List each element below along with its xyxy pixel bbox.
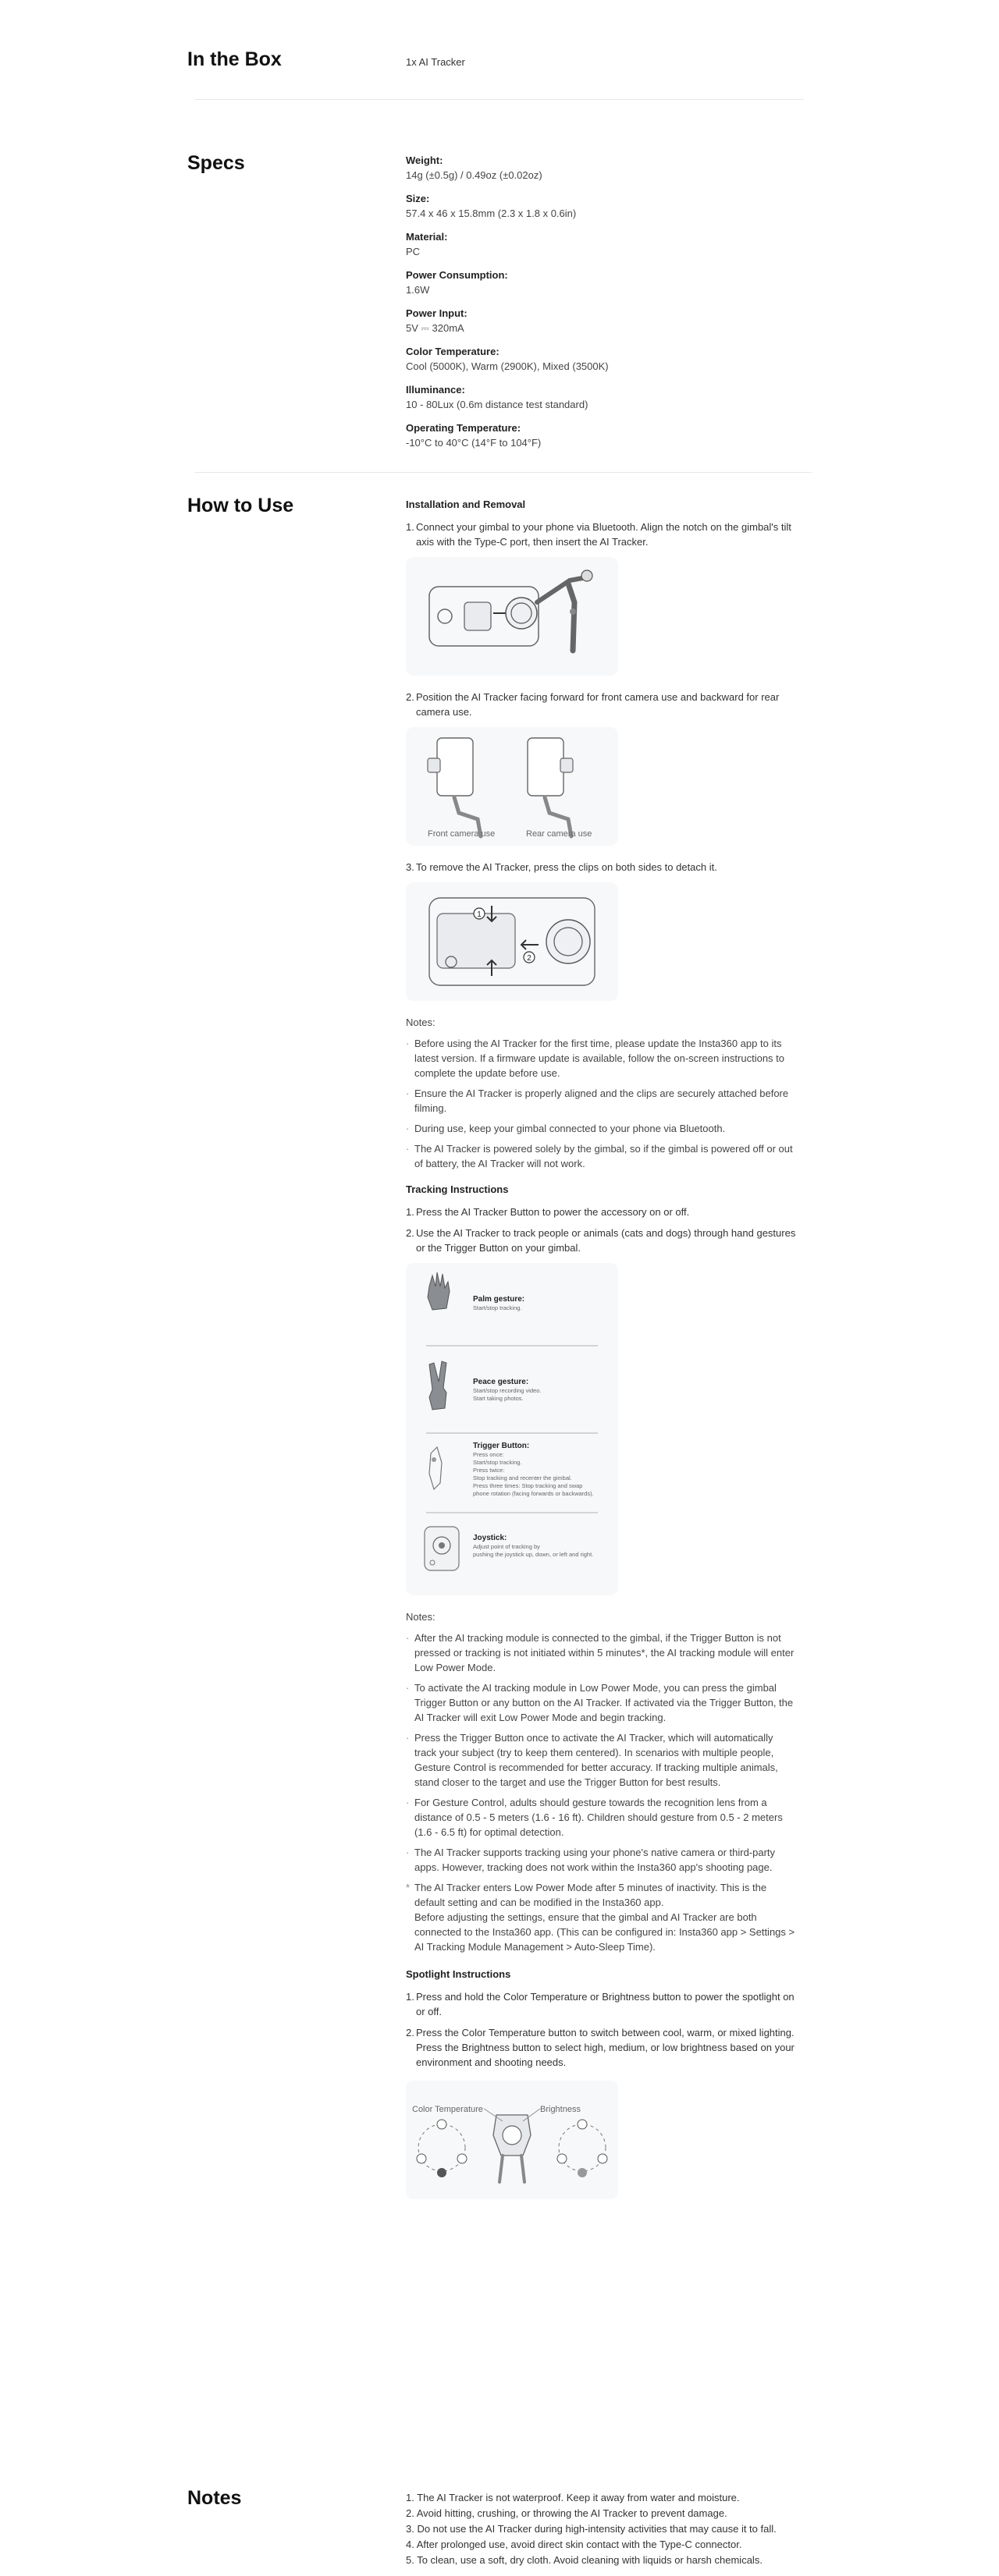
step-text: Position the AI Tracker facing forward for front camera use and backward for rear camera use.	[416, 691, 780, 718]
notes-section	[0, 2467, 999, 2576]
palm-gesture-row	[473, 1294, 646, 1312]
peace-gesture-desc: Start/stop recording video.	[473, 1387, 542, 1394]
spec-label: Size:	[406, 193, 430, 204]
step-text: To remove the AI Tracker, press the clips on both sides to detach it.	[416, 861, 717, 873]
peace-gesture-row	[473, 1377, 646, 1403]
how-to-use-title: How to Use	[187, 495, 294, 516]
joystick-desc: pushing the joystick up, down, or left and right.	[473, 1551, 594, 1558]
spec-label: Operating Temperature:	[406, 422, 521, 434]
in-the-box-title: In the Box	[187, 48, 282, 70]
trigger-desc: Stop tracking and recenter the gimbal.	[473, 1474, 572, 1481]
step-number: 1.	[406, 521, 414, 533]
install-note: · During use, keep your gimbal connected to your phone via Bluetooth.	[406, 1123, 726, 1134]
gesture-guide	[406, 1263, 618, 1595]
install-step-2	[406, 690, 796, 719]
palm-gesture-desc: Start/stop tracking.	[473, 1304, 522, 1311]
spec-item	[406, 153, 796, 183]
palm-gesture-title: Palm gesture:	[473, 1295, 525, 1304]
brightness-label: Brightness	[540, 2105, 581, 2114]
spec-item	[406, 306, 796, 335]
divider	[195, 472, 812, 473]
install-note: · Ensure the AI Tracker is properly aligned and the clips are securely attached before filming.	[406, 1088, 789, 1114]
step-text: Use the AI Tracker to track people or animals (cats and dogs) through hand gestures or the Trigger Button on your gimbal.	[416, 1227, 796, 1254]
trigger-desc: Press once:	[473, 1451, 504, 1458]
install-step-3	[406, 860, 796, 875]
installation-notes-heading: Notes:	[406, 1017, 436, 1028]
peace-gesture-desc: Start taking photos.	[473, 1395, 524, 1402]
step-text: Press and hold the Color Temperature or Brightness button to power the spotlight on or off.	[416, 1991, 795, 2017]
note-item: 4. After prolonged use, avoid direct skin contact with the Type-C connector.	[406, 2539, 742, 2550]
tracking-note: · The AI Tracker supports tracking using your phone's native camera or third-party apps. However, tracking does not work within the Insta360 app's shooting page.	[406, 1847, 776, 1873]
marker-1: 1	[477, 910, 482, 919]
notes-title: Notes	[187, 2487, 242, 2509]
joystick-row	[473, 1533, 646, 1559]
install-note: · Before using the AI Tracker for the first time, please update the Insta360 app to its latest version. If a firmware update is available, follow the on-screen instructions to complete the update before use.	[406, 1038, 785, 1079]
joystick-desc: Adjust point of tracking by	[473, 1543, 540, 1550]
palm-hand-icon	[428, 1272, 450, 1310]
tracking-step-2	[406, 1226, 796, 1255]
spec-label: Color Temperature:	[406, 346, 500, 357]
note-item: 5. To clean, use a soft, dry cloth. Avoid cleaning with liquids or harsh chemicals.	[406, 2554, 763, 2566]
specs-title: Specs	[187, 152, 245, 174]
spec-item	[406, 420, 796, 450]
spec-label: Material:	[406, 231, 448, 243]
step-number: 2.	[406, 691, 414, 703]
tracking-notes-heading: Notes:	[406, 1611, 436, 1623]
rear-camera-caption: Rear camera use	[526, 829, 592, 839]
peace-hand-icon	[429, 1361, 446, 1410]
divider	[195, 99, 804, 100]
trigger-button-title: Trigger Button:	[473, 1442, 530, 1450]
front-camera-caption: Front camera use	[428, 829, 496, 839]
step-number: 1.	[406, 1991, 414, 2003]
spec-value: Cool (5000K), Warm (2900K), Mixed (3500K)	[406, 360, 609, 372]
spotlight-illustration	[406, 2081, 618, 2199]
spotlight-step-2	[406, 2025, 796, 2070]
spec-value: 10 - 80Lux (0.6m distance test standard)	[406, 399, 588, 410]
notes-list	[406, 2490, 890, 2568]
in-the-box-item: 1x AI Tracker	[406, 56, 465, 68]
gimbal-insert-illustration	[406, 557, 618, 676]
step-number: 2.	[406, 2027, 414, 2038]
step-number: 2.	[406, 1227, 414, 1239]
spec-item	[406, 268, 796, 297]
step-number: 3.	[406, 861, 414, 873]
install-diagram	[406, 557, 618, 676]
trigger-desc: Press three times: Stop tracking and swap	[473, 1482, 583, 1489]
trigger-button-row	[473, 1441, 646, 1498]
spotlight-heading: Spotlight Instructions	[406, 1968, 511, 1980]
trigger-finger-icon	[429, 1447, 442, 1489]
spec-value: PC	[406, 246, 421, 257]
trigger-desc: Press twice:	[473, 1467, 505, 1474]
specs-list	[406, 153, 796, 459]
tracking-note: · To activate the AI tracking module in Low Power Mode, you can press the gimbal Trigger Button or any button on the AI Tracker. If activated via the Trigger Button, the AI Tracker will exit Low Power Mode and begin tracking.	[406, 1682, 794, 1723]
spotlight-diagram	[406, 2081, 618, 2199]
camera-orientation-diagram	[406, 727, 618, 846]
tracking-step-1	[406, 1205, 796, 1219]
tracking-footnote: * The AI Tracker enters Low Power Mode after 5 minutes of inactivity. This is the default setting and can be modified in the Insta360 app. Before adjusting the settings, ensure that the gimbal and AI Tracker are both connected to the Insta360 app. (This can be configured in: Insta360 app > Settings > AI Tracking Module Management > Auto-Sleep Time).	[406, 1882, 795, 1953]
how-to-use-section	[0, 474, 999, 2467]
how-to-use-content	[406, 497, 796, 2213]
spec-label: Power Consumption:	[406, 269, 508, 281]
tracking-note: · For Gesture Control, adults should gesture towards the recognition lens from a distance of 0.5 - 5 meters (1.6 - 16 ft). Children should gesture from 0.5 - 2 meters (1.6 - 6.5 ft) for optimal detection.	[406, 1797, 783, 1838]
spec-value: 5V ⎓ 320mA	[406, 322, 464, 334]
tracking-note: · Press the Trigger Button once to activate the AI Tracker, which will automatically track your subject (try to keep them centered). In scenarios with multiple people, Gesture Control is recommended for better accuracy. If tracking multiple animals, stand closer to the target and use the Trigger Button for best results.	[406, 1732, 778, 1788]
color-temperature-label: Color Temperature	[412, 2105, 483, 2114]
joystick-title: Joystick:	[473, 1534, 507, 1542]
tracking-note: · After the AI tracking module is connected to the gimbal, if the Trigger Button is not pressed or tracking is not initiated within 5 minutes*, the AI tracking module will enter Low Power Mode.	[406, 1632, 795, 1673]
step-text: Connect your gimbal to your phone via Bluetooth. Align the notch on the gimbal's tilt axis with the Type-C port, then insert the AI Tracker.	[416, 521, 791, 548]
spec-label: Weight:	[406, 154, 443, 166]
spec-item	[406, 191, 796, 221]
step-text: Press the Color Temperature button to switch between cool, warm, or mixed lighting. Press the Brightness button to select high, medium, or low brightness based on your environment and shooting needs.	[416, 2027, 795, 2068]
specs-section	[0, 101, 999, 474]
removal-illustration	[406, 882, 618, 1001]
installation-heading: Installation and Removal	[406, 499, 526, 510]
spec-value: 14g (±0.5g) / 0.49oz (±0.02oz)	[406, 169, 542, 181]
install-note: · The AI Tracker is powered solely by the gimbal, so if the gimbal is powered off or out of battery, the AI Tracker will not work.	[406, 1143, 793, 1169]
peace-gesture-title: Peace gesture:	[473, 1378, 529, 1386]
tracking-heading: Tracking Instructions	[406, 1183, 509, 1195]
install-step-1	[406, 520, 796, 549]
note-item: 3. Do not use the AI Tracker during high-intensity activities that may cause it to fall.	[406, 2523, 777, 2535]
note-item: 2. Avoid hitting, crushing, or throwing the AI Tracker to prevent damage.	[406, 2507, 727, 2519]
trigger-desc: Start/stop tracking.	[473, 1459, 522, 1466]
step-text: Press the AI Tracker Button to power the accessory on or off.	[416, 1206, 690, 1218]
spec-value: 57.4 x 46 x 15.8mm (2.3 x 1.8 x 0.6in)	[406, 208, 577, 219]
trigger-desc: phone rotation (facing forwards or backwards).	[473, 1490, 594, 1497]
spotlight-step-1	[406, 1989, 796, 2019]
spec-value: -10°C to 40°C (14°F to 104°F)	[406, 437, 542, 449]
spec-label: Illuminance:	[406, 384, 465, 396]
note-item: 1. The AI Tracker is not waterproof. Keep it away from water and moisture.	[406, 2492, 740, 2503]
spec-item	[406, 229, 796, 259]
in-the-box-section	[0, 0, 999, 101]
step-number: 1.	[406, 1206, 414, 1218]
spec-label: Power Input:	[406, 307, 468, 319]
spec-value: 1.6W	[406, 284, 430, 296]
spec-item	[406, 382, 796, 412]
spec-item	[406, 344, 796, 374]
marker-2: 2	[527, 954, 531, 963]
removal-diagram	[406, 882, 618, 1001]
